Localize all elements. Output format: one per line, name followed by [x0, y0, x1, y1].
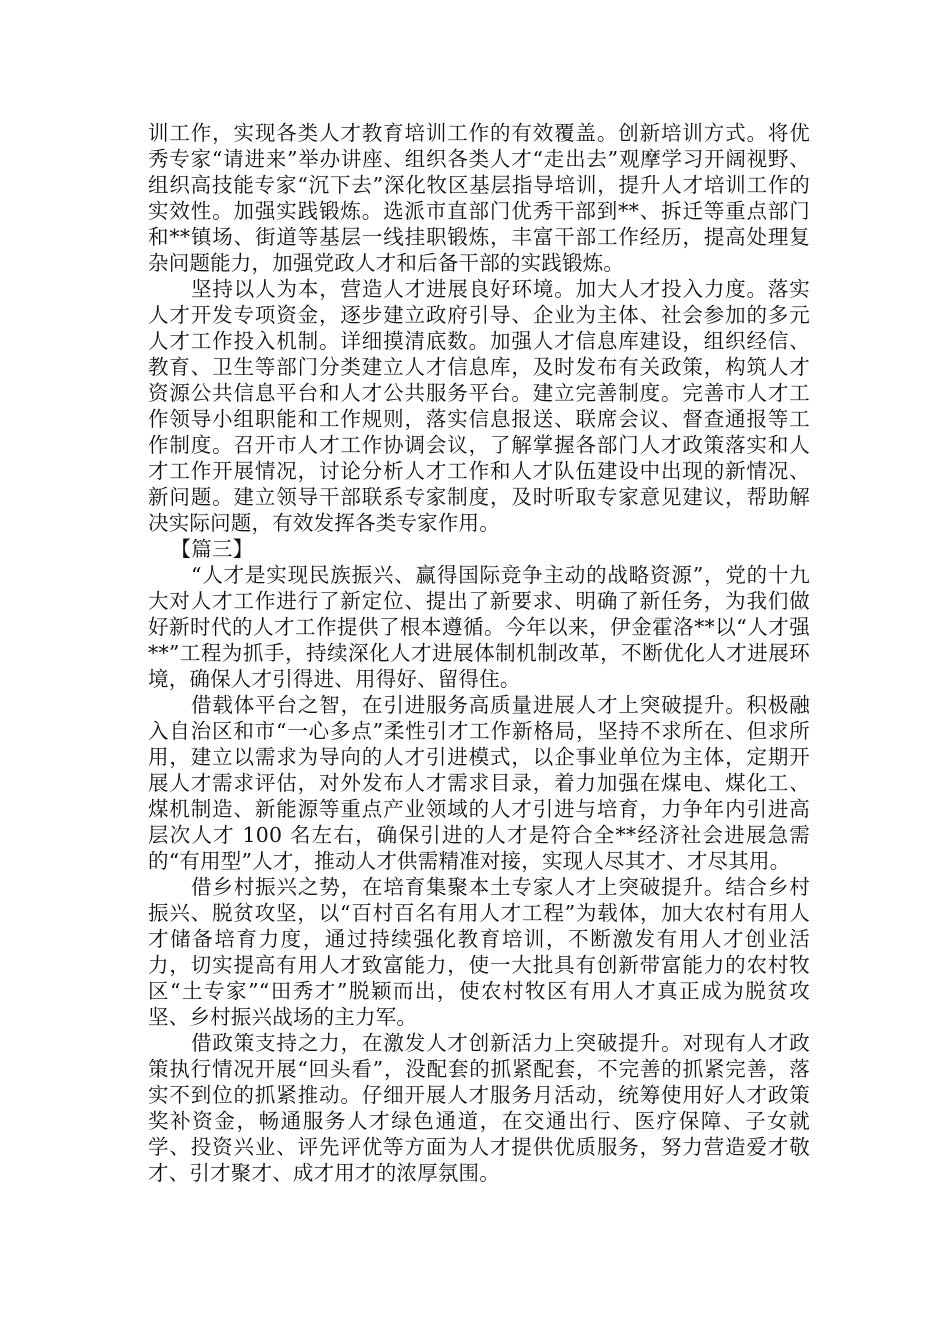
- section-heading-part-three: 【篇三】: [170, 537, 254, 561]
- paragraph-training-continued: 训工作，实现各类人才教育培训工作的有效覆盖。创新培训方式。将优秀专家“请进来”举办讲座、组织各类人才“走出去”观摩学习开阔视野、组织高技能专家“沉下去”深化牧区基层指导培训，提升人才培训工作的实效性。加强实践锻炼。选派市直部门优秀干部到**、拆迁等重点部门和**镇场、街道等基层一线挂职锻炼，丰富干部工作经历，提高处理复杂问题能力，加强党政人才和后备干部的实践锻炼。: [148, 121, 810, 275]
- paragraph-talent-environment: 坚持以人为本，营造人才进展良好环境。加大人才投入力度。落实人才开发专项资金，逐步建立政府引导、企业为主体、社会参加的多元人才工作投入机制。详细摸清底数。加强人才信息库建设，组织经信、教育、卫生等部门分类建立人才信息库，及时发布有关政策，构筑人才资源公共信息平台和人才公共服务平台。建立完善制度。完善市人才工作领导小组职能和工作规则，落实信息报送、联席会议、督查通报等工作制度。召开市人才工作协调会议，了解掌握各部门人才政策落实和人才工作开展情况，讨论分析人才工作和人才队伍建设中出现的新情况、新问题。建立领导干部联系专家制度，及时听取专家意见建议，帮助解决实际问题，有效发挥各类专家作用。: [148, 277, 810, 535]
- paragraph-intro-strategy: “人才是实现民族振兴、赢得国际竞争主动的战略资源”，党的十九大对人才工作进行了新定位、提出了新要求、明确了新任务，为我们做好新时代的人才工作提供了根本遵循。今年以来，伊金霍洛**以“人才强**”工程为抓手，持续深化人才进展体制机制改革，不断优化人才进展环境，确保人才引得进、用得好、留得住。: [148, 563, 810, 691]
- paragraph-platform-attraction: 借载体平台之智，在引进服务高质量进展人才上突破提升。积极融入自治区和市“一心多点”柔性引才工作新格局，坚持不求所在、但求所用，建立以需求为导向的人才引进模式，以企事业单位为主体，定期开展人才需求评估，对外发布人才需求目录，着力加强在煤电、煤化工、煤机制造、新能源等重点产业领域的人才引进与培育，力争年内引进高层次人才 100 名左右，确保引进的人才是符合全**经济社会进展急需的“有用型”人才，推动人才供需精准对接，实现人尽其才、才尽其用。: [148, 693, 810, 873]
- paragraph-rural-revitalization: 借乡村振兴之势，在培育集聚本土专家人才上突破提升。结合乡村振兴、脱贫攻坚，以“百村百名有用人才工程”为载体，加大农村有用人才储备培育力度，通过持续强化教育培训，不断激发有用人才创业活力，切实提高有用人才致富能力，使一大批具有创新带富能力的农村牧区“土专家”“田秀才”脱颖而出，使农村牧区有用人才真正成为脱贫攻坚、乡村振兴战场的主力军。: [148, 875, 810, 1029]
- paragraph-policy-support: 借政策支持之力，在激发人才创新活力上突破提升。对现有人才政策执行情况开展“回头看”，没配套的抓紧配套，不完善的抓紧完善，落实不到位的抓紧推动。仔细开展人才服务月活动，统筹使用好人才政策奖补资金，畅通服务人才绿色通道，在交通出行、医疗保障、子女就学、投资兴业、评先评优等方面为人才提供优质服务，努力营造爱才敬才、引才聚才、成才用才的浓厚氛围。: [148, 1031, 810, 1185]
- document-body: [148, 120, 810, 1186]
